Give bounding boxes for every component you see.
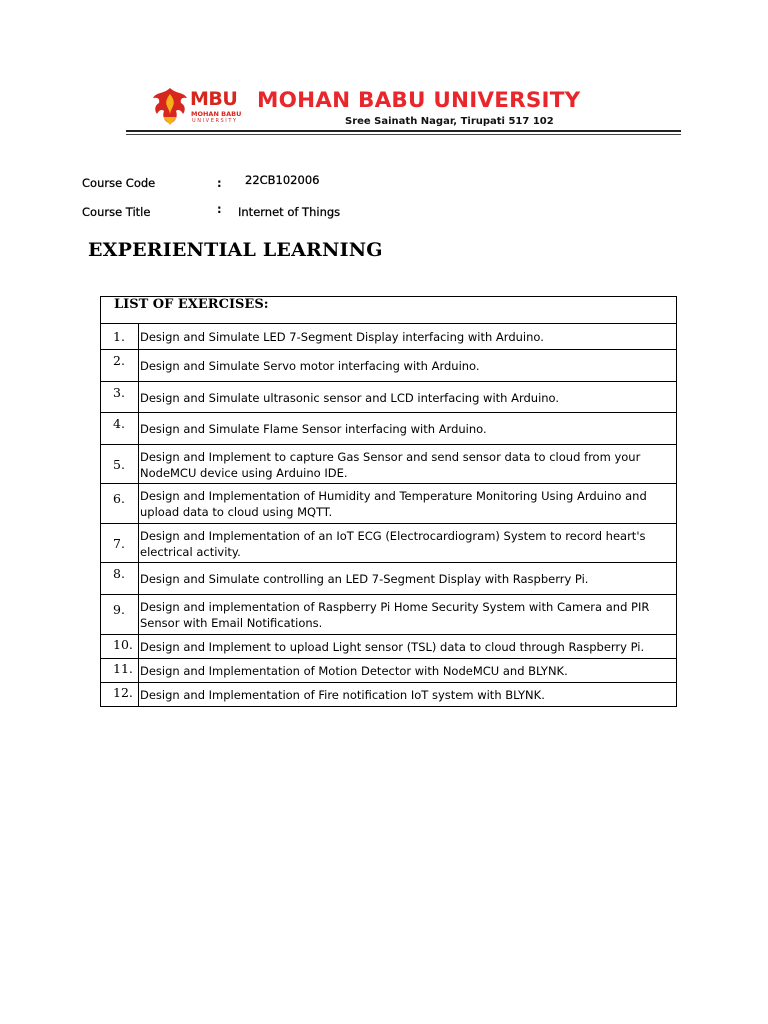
exercise-text: Design and Implementation of Fire notification IoT system with BLYNK.	[139, 683, 677, 707]
exercise-number: 9.	[101, 595, 139, 635]
exercise-text: Design and Implement to capture Gas Sensor and send sensor data to cloud from your NodeMCU device using Arduino IDE.	[139, 445, 677, 484]
page-heading: EXPERIENTIAL LEARNING	[88, 239, 383, 261]
exercise-text: Design and Simulate ultrasonic sensor and LCD interfacing with Arduino.	[139, 382, 677, 413]
logo-abbrev: MBU	[190, 88, 238, 110]
course-title-value: Internet of Things	[238, 205, 341, 219]
course-title-label: Course Title	[82, 205, 151, 219]
table-header-cell	[101, 297, 677, 324]
university-name: MOHAN BABU UNIVERSITY	[257, 88, 581, 113]
exercise-text: Design and implementation of Raspberry Pi Home Security System with Camera and PIR Sensor with Email Notifications.	[139, 595, 677, 635]
course-code-value: 22CB102006	[245, 173, 320, 187]
exercise-number: 11.	[101, 659, 139, 683]
exercise-text: Design and Implementation of Motion Detector with NodeMCU and BLYNK.	[139, 659, 677, 683]
exercise-number: 6.	[101, 484, 139, 524]
exercise-text: Design and Implementation of Humidity and Temperature Monitoring Using Arduino and upload data to cloud using MQTT.	[139, 484, 677, 524]
exercise-number: 5.	[101, 445, 139, 484]
exercise-text: Design and Simulate controlling an LED 7-Segment Display with Raspberry Pi.	[139, 563, 677, 595]
exercise-number: 2.	[101, 350, 139, 382]
exercise-number: 7.	[101, 524, 139, 563]
table-header-row	[101, 297, 677, 324]
table-row	[101, 595, 677, 635]
logo-subtitle: MOHAN BABU	[191, 110, 242, 118]
logo-subtitle-2: UNIVERSITY	[192, 118, 238, 124]
exercise-number: 8.	[101, 563, 139, 595]
university-logo	[150, 84, 250, 128]
exercise-text: Design and Simulate Servo motor interfacing with Arduino.	[139, 350, 677, 382]
header-divider-thin	[126, 134, 681, 135]
exercise-text: Design and Simulate Flame Sensor interfacing with Arduino.	[139, 413, 677, 445]
table-row	[101, 659, 677, 683]
phoenix-emblem-icon	[150, 84, 190, 128]
course-code-label: Course Code	[82, 176, 156, 190]
table-row	[101, 484, 677, 524]
exercise-number: 3.	[101, 382, 139, 413]
exercises-title: LIST OF EXERCISES:	[114, 297, 269, 312]
university-header	[126, 82, 681, 136]
table-row	[101, 350, 677, 382]
table-row	[101, 635, 677, 659]
table-row	[101, 683, 677, 707]
exercise-number: 1.	[101, 324, 139, 350]
header-divider	[126, 130, 681, 132]
table-row	[101, 324, 677, 350]
course-title-colon: :	[217, 202, 222, 216]
university-address: Sree Sainath Nagar, Tirupati 517 102	[345, 116, 554, 127]
exercise-number: 10.	[101, 635, 139, 659]
table-row	[101, 563, 677, 595]
course-code-colon: :	[217, 176, 222, 190]
table-row	[101, 382, 677, 413]
table-row	[101, 413, 677, 445]
exercise-text: Design and Implementation of an IoT ECG (Electrocardiogram) System to record heart's electrical activity.	[139, 524, 677, 563]
exercise-text: Design and Implement to upload Light sensor (TSL) data to cloud through Raspberry Pi.	[139, 635, 677, 659]
exercises-table	[100, 296, 677, 707]
exercise-text: Design and Simulate LED 7-Segment Display interfacing with Arduino.	[139, 324, 677, 350]
table-row	[101, 524, 677, 563]
exercise-number: 12.	[101, 683, 139, 707]
table-row	[101, 445, 677, 484]
exercise-number: 4.	[101, 413, 139, 445]
